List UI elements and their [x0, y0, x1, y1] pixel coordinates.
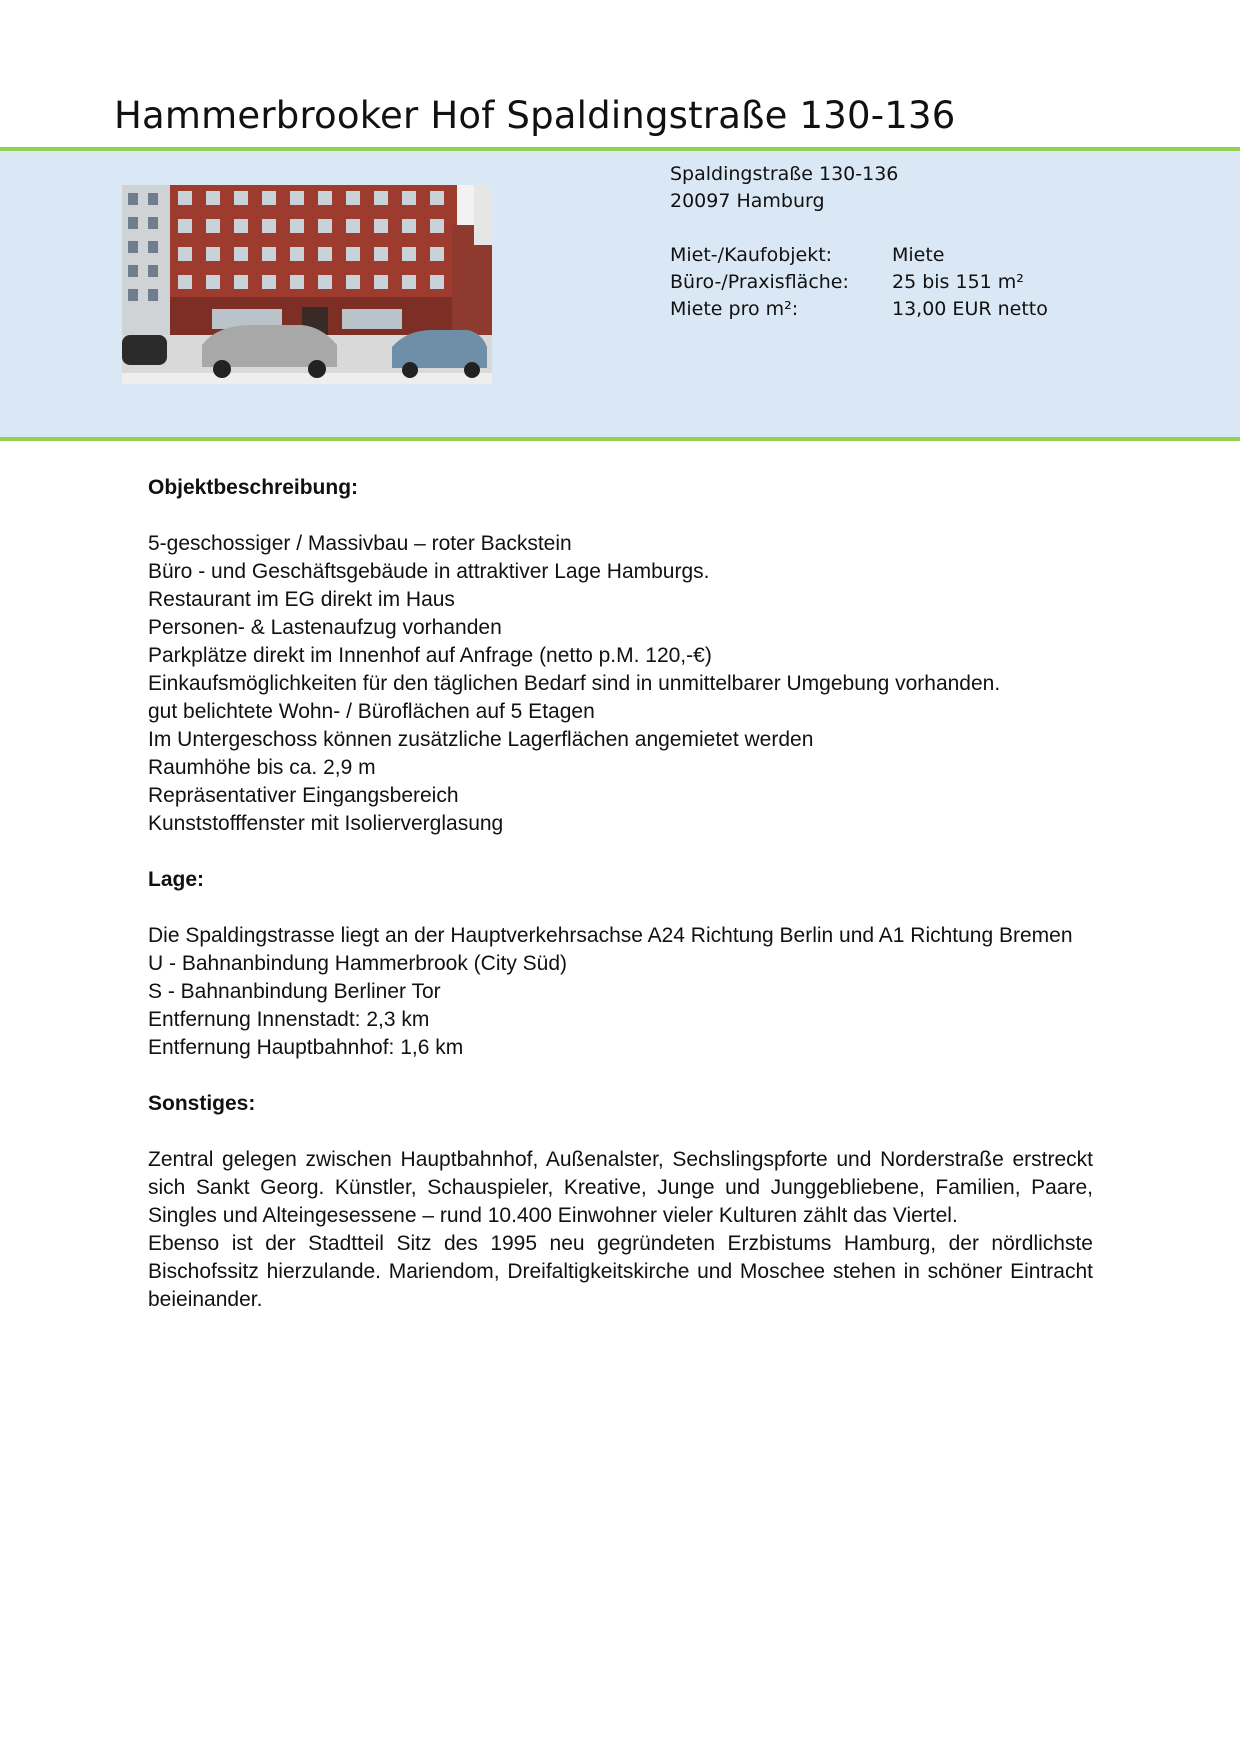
other-paragraph: Ebenso ist der Stadtteil Sitz des 1995 neu gegründeten Erzbistums Hamburg, der nördlichste Bischofssitz hierzulande. Mariendom, Dreifaltigkeitskirche und Moschee stehen in schöner Eintracht beieinander. — [148, 1232, 1093, 1311]
description-line: Repräsentativer Eingangsbereich — [148, 784, 459, 807]
description-line: Einkaufsmöglichkeiten für den täglichen Bedarf sind in unmittelbarer Umgebung vorhanden. — [148, 672, 1001, 695]
fact-label: Miete pro m²: — [670, 298, 799, 320]
section-lage — [148, 866, 1093, 1062]
description-line: 5-geschossiger / Massivbau – roter Backstein — [148, 532, 572, 555]
description-line: gut belichtete Wohn- / Büroflächen auf 5 Etagen — [148, 700, 595, 723]
fact-label: Büro-/Praxisfläche: — [670, 271, 849, 293]
address-city: 20097 Hamburg — [670, 190, 825, 212]
description-line: Im Untergeschoss können zusätzliche Lagerflächen angemietet werden — [148, 728, 814, 751]
description-line: Kunststofffenster mit Isolierverglasung — [148, 812, 504, 835]
fact-value: Miete — [892, 244, 945, 266]
facts-table — [670, 242, 1048, 323]
description-line: Büro - und Geschäftsgebäude in attraktiver Lage Hamburgs. — [148, 560, 710, 583]
description-line: Raumhöhe bis ca. 2,9 m — [148, 756, 376, 779]
location-line: Entfernung Hauptbahnhof: 1,6 km — [148, 1036, 464, 1059]
section-heading: Sonstiges: — [148, 1092, 256, 1115]
fact-row-rent — [670, 296, 1048, 323]
address-street: Spaldingstraße 130-136 — [670, 163, 899, 185]
fact-value: 25 bis 151 m² — [892, 271, 1024, 293]
description-line: Restaurant im EG direkt im Haus — [148, 588, 455, 611]
page-title: Hammerbrooker Hof Spaldingstraße 130-136 — [114, 94, 956, 137]
description-content — [148, 474, 1093, 1342]
fact-row-type — [670, 242, 1048, 269]
fact-label: Miet-/Kaufobjekt: — [670, 244, 833, 266]
location-line: Entfernung Innenstadt: 2,3 km — [148, 1008, 430, 1031]
building-photo — [122, 185, 492, 384]
fact-value: 13,00 EUR netto — [892, 298, 1048, 320]
fact-row-area — [670, 269, 1048, 296]
location-line: Die Spaldingstrasse liegt an der Hauptverkehrsachse A24 Richtung Berlin und A1 Richtung Bremen — [148, 924, 1073, 947]
section-objektbeschreibung — [148, 474, 1093, 838]
section-heading: Lage: — [148, 868, 205, 891]
location-line: U - Bahnanbindung Hammerbrook (City Süd) — [148, 952, 568, 975]
section-sonstiges — [148, 1090, 1093, 1314]
address-block — [670, 161, 898, 215]
section-heading: Objektbeschreibung: — [148, 476, 359, 499]
location-line: S - Bahnanbindung Berliner Tor — [148, 980, 441, 1003]
description-line: Personen- & Lastenaufzug vorhanden — [148, 616, 502, 639]
other-paragraph: Zentral gelegen zwischen Hauptbahnhof, Außenalster, Sechslingspforte und Norderstraße erstreckt sich Sankt Georg. Künstler, Schauspieler, Kreative, Junge und Junggebliebene, Familien, Paare, Singles und Alteingesessene – rund 10.400 Einwohner vieler Kulturen zählt das Viertel. — [148, 1148, 1093, 1227]
description-line: Parkplätze direkt im Innenhof auf Anfrage (netto p.M. 120,-€) — [148, 644, 712, 667]
